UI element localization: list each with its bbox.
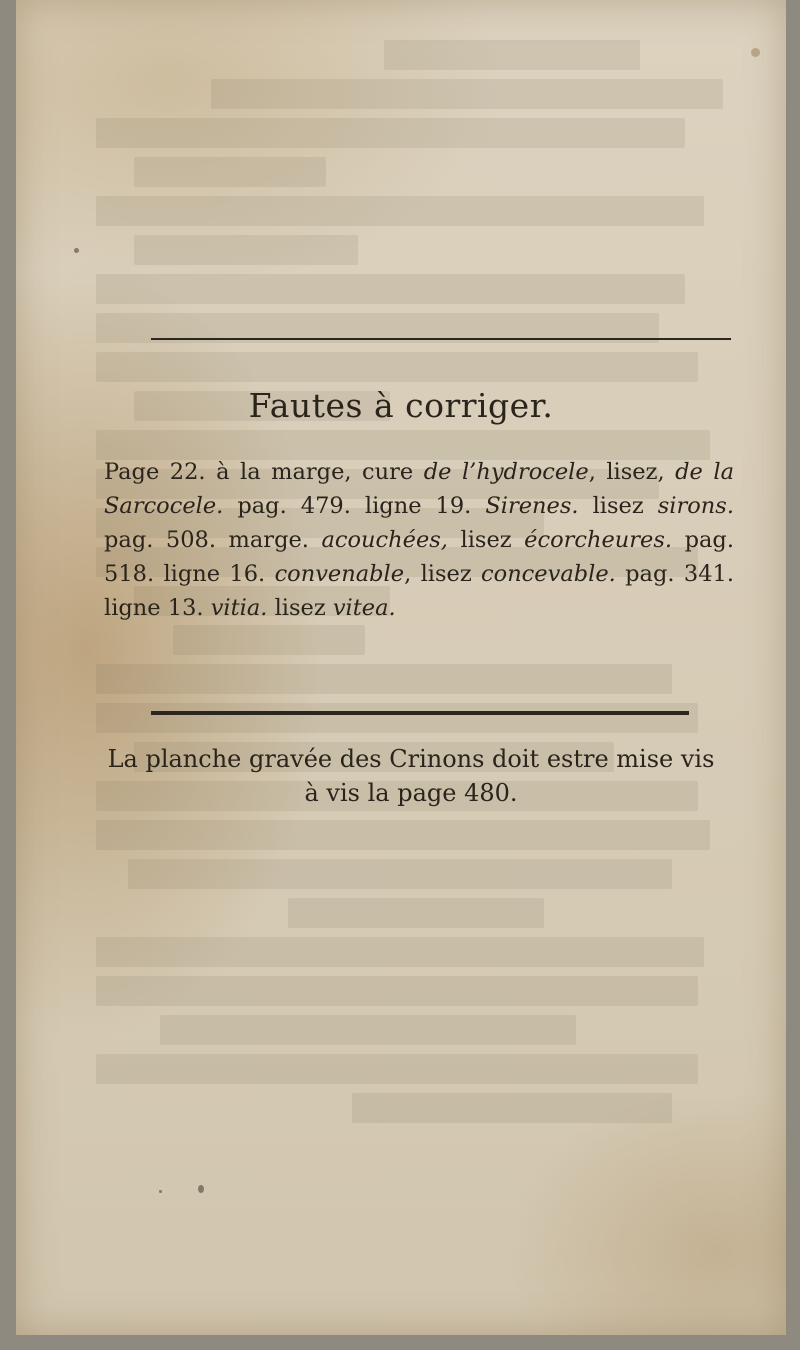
errata-run: pag. 479. ligne 19. [223, 493, 486, 519]
errata-run: pag. 508. marge. [104, 527, 322, 553]
errata-run: pag. 341. ligne 13. [104, 561, 734, 621]
errata-title: Fautes à corriger. [248, 386, 554, 425]
errata-italic-run: de la Sarcocele. [104, 459, 735, 519]
errata-run: lisez [578, 493, 658, 519]
errata-italic-run: convenable [274, 561, 405, 587]
book-page [16, 0, 786, 1335]
top-rule [151, 338, 731, 340]
errata-text [104, 455, 734, 625]
errata-italic-run: de l’hydrocele [423, 459, 589, 485]
errata-run: Page 22. à la marge, cure [104, 459, 424, 485]
errata-italic-run: acouchées, [321, 527, 448, 553]
errata-italic-run: écorcheures. [524, 527, 673, 553]
plate-note [106, 742, 716, 810]
errata-run: lisez [267, 595, 333, 621]
errata-run: pag. 518. ligne 16. [104, 527, 734, 587]
errata-run: , lisez [404, 561, 482, 587]
errata-italic-run: vitea. [332, 595, 396, 621]
errata-run: lisez [447, 527, 525, 553]
bottom-rule [151, 711, 689, 715]
ink-speck [74, 248, 79, 253]
errata-run: , lisez, [588, 459, 676, 485]
errata-italic-run: concevable. [481, 561, 616, 587]
plate-note-line-2: à vis la page 480. [304, 779, 518, 807]
stain-spot [751, 48, 760, 57]
ink-speck [198, 1185, 204, 1193]
ink-speck [159, 1190, 162, 1193]
errata-italic-run: sirons. [657, 493, 734, 519]
errata-italic-run: vitia. [210, 595, 268, 621]
plate-note-line-1: La planche gravée des Crinons doit estre mise vis [107, 745, 715, 773]
errata-italic-run: Sirenes. [485, 493, 579, 519]
